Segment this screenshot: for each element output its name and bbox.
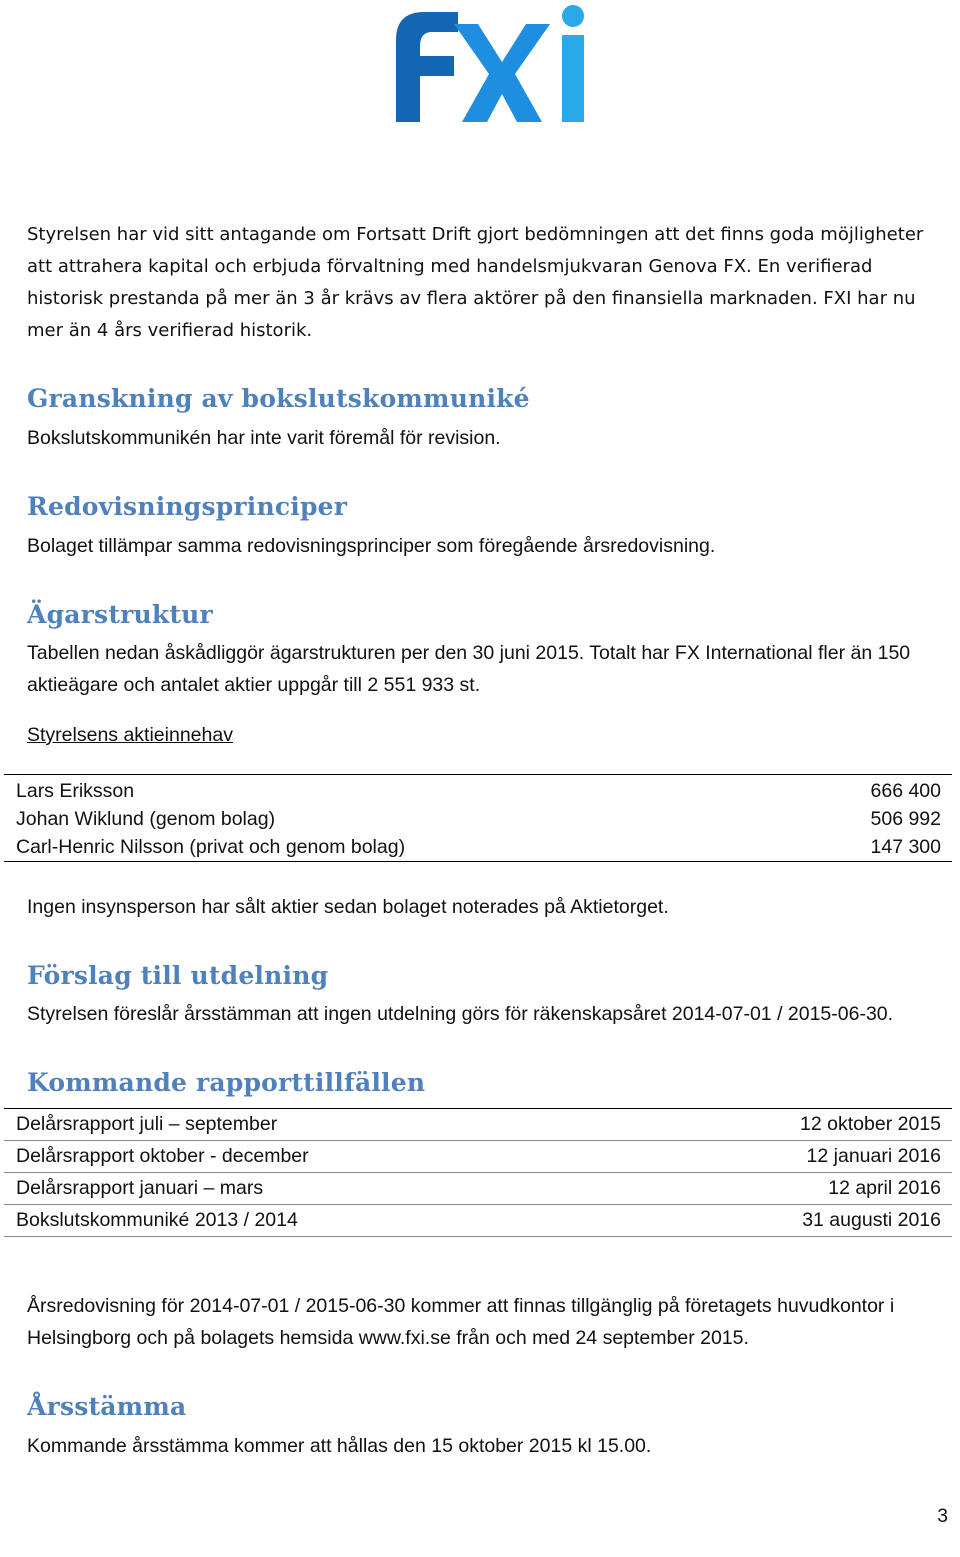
report-date: 12 oktober 2015 [800, 1113, 941, 1135]
heading-ownership: Ägarstruktur [27, 600, 213, 629]
review-text: Bokslutskommunikén har inte varit föremål för revision. [27, 427, 501, 449]
table-row [4, 1173, 952, 1205]
report-name: Delårsrapport oktober - december [16, 1145, 309, 1167]
heading-reports: Kommande rapporttillfällen [27, 1068, 426, 1097]
intro-paragraph: Styrelsen har vid sitt antagande om Fortsatt Drift gjort bedömningen att det finns goda möjligheter att attrahera kapital och erbjuda förvaltning med handelsmjukvaran Genova FX. En verifierad historisk prestanda på mer än 3 år krävs av flera aktörer på den finansiella marknaden. FXI har nu mer än 4 års verifierad historik. [27, 224, 924, 341]
heading-agm: Årsstämma [27, 1392, 187, 1421]
holder-shares: 666 400 [870, 780, 941, 802]
table-row [4, 805, 952, 833]
insider-note: Ingen insynsperson har sålt aktier sedan bolaget noterades på Aktietorget. [27, 896, 669, 918]
report-dates-table [4, 1108, 952, 1237]
principles-text: Bolaget tillämpar samma redovisningsprinciper som föregående årsredovisning. [27, 535, 716, 557]
holder-name: Lars Eriksson [16, 780, 135, 802]
holder-shares: 506 992 [870, 808, 941, 830]
annual-report-text: Årsredovisning för 2014-07-01 / 2015-06-30 kommer att finnas tillgänglig på företagets huvudkontor i Helsingborg och på bolagets hemsida www.fxi.se från och med 24 september 2015. [27, 1295, 895, 1349]
heading-dividend: Förslag till utdelning [27, 961, 329, 990]
holder-shares: 147 300 [870, 836, 941, 858]
report-date: 12 april 2016 [828, 1177, 941, 1199]
heading-review: Granskning av bokslutskommuniké [27, 384, 530, 413]
board-holdings-table [4, 774, 952, 862]
table-row [4, 1205, 952, 1237]
report-name: Delårsrapport januari – mars [16, 1177, 264, 1199]
holder-name: Johan Wiklund (genom bolag) [16, 808, 276, 830]
report-date: 12 januari 2016 [806, 1145, 941, 1167]
report-date: 31 augusti 2016 [802, 1209, 941, 1231]
table-row [4, 777, 952, 805]
fxi-logo [392, 2, 597, 124]
ownership-text: Tabellen nedan åskådliggör ägarstrukturen per den 30 juni 2015. Totalt har FX International fler än 150 aktieägare och antalet aktier uppgår till 2 551 933 st. [27, 642, 911, 696]
table-row [4, 833, 952, 861]
holder-name: Carl-Henric Nilsson (privat och genom bolag) [16, 836, 406, 858]
table-row [4, 1141, 952, 1173]
table-row [4, 1109, 952, 1141]
report-name: Delårsrapport juli – september [16, 1113, 278, 1135]
page-number: 3 [937, 1506, 948, 1527]
board-holdings-subheading: Styrelsens aktieinnehav [27, 724, 233, 746]
agm-text: Kommande årsstämma kommer att hållas den 15 oktober 2015 kl 15.00. [27, 1435, 652, 1457]
report-name: Bokslutskommuniké 2013 / 2014 [16, 1209, 298, 1231]
dividend-text: Styrelsen föreslår årsstämman att ingen utdelning görs för räkenskapsåret 2014-07-01 / 2015-06-30. [27, 1003, 894, 1025]
heading-principles: Redovisningsprinciper [27, 492, 348, 521]
